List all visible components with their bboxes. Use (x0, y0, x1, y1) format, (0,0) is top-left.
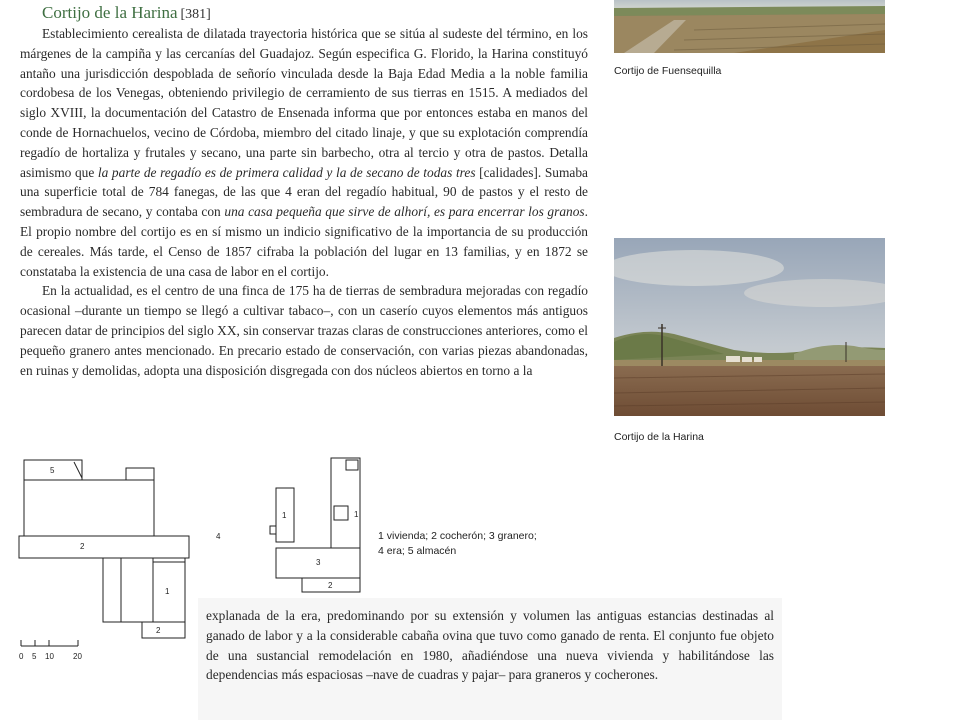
entry-number: [381] (180, 7, 211, 22)
caption-la-harina: Cortijo de la Harina (614, 431, 704, 443)
plan-label-2c: 2 (328, 581, 333, 590)
plan-label-1c: 1 (354, 510, 359, 519)
entry-title (42, 3, 211, 23)
plan-legend (378, 529, 578, 559)
legend-line-2: 4 era; 5 almacén (378, 545, 457, 557)
plan-label-5: 5 (50, 466, 55, 475)
entry-name: Cortijo de la Harina (42, 3, 178, 22)
plan-room-main (24, 480, 154, 536)
p1-text-c: . El propio nombre del cortijo es en sí mismo un indicio significativo de la importancia de su producción de cereales. Más tarde, el Censo de 1857 cifraba la población del lugar en 13 familias, y en 1872 se constataba la existencia de una casa de labor en el cortijo. (20, 204, 588, 279)
paragraph-1 (20, 24, 588, 281)
plan-room-2a (19, 536, 189, 558)
plan-room-small (126, 468, 154, 480)
scale-label-10: 10 (45, 652, 54, 661)
scale-label-5: 5 (32, 652, 37, 661)
plan-room-2b (142, 622, 185, 638)
paragraph-3: explanada de la era, predominando por su extensión y volumen las antiguas estancias destinadas al ganado de labor y a la considerable cabaña ovina que tuvo como ganado de renta. El conjunto fue objeto de una sustancial remodelación en 1980, añadiéndose una nueva vivienda y habilitándose las dependencias más espaciosas –nave de cuadras y pajar– para graneros y cocherones. (206, 608, 774, 683)
p1-text-b: [calidades]. Sumaba una superficie total de 784 fanegas, de las que 4 eran del regadío habitual, 90 de pastos y el resto de sembradura de secano, y contaba con (20, 164, 588, 220)
caption-fuensequilla: Cortijo de Fuensequilla (614, 65, 722, 77)
plan-label-1b: 1 (282, 511, 287, 520)
scale-label-0: 0 (19, 652, 24, 661)
plan-label-2a: 2 (80, 542, 85, 551)
scale-label-20: 20 (73, 652, 82, 661)
plan-room-1c (331, 458, 360, 548)
plan-label-4: 4 (216, 532, 221, 541)
photo-la-harina (614, 238, 885, 416)
body-text (20, 24, 588, 380)
legend-line-1: 1 vivienda; 2 cocherón; 3 granero; (378, 530, 537, 542)
p1-quote-1: la parte de regadío es de primera calidad y la de secano de todas tres (97, 164, 476, 180)
photo-fuensequilla (614, 0, 885, 53)
plan-label-3: 3 (316, 558, 321, 567)
plan-label-1a: 1 (165, 587, 170, 596)
p1-quote-2: una casa pequeña que sirve de alhorí, es para encerrar los granos (224, 204, 585, 220)
paragraph-2: En la actualidad, es el centro de una finca de 175 ha de tierras de sembradura mejoradas con regadío ocasional –durante un tiempo se llegó a cultivar tabaco–, con un caserío cuyos elementos más antiguos parecen datar de principios del siglo XX, sin conservar trazas claras de construcciones anteriores, como el pequeño granero antes mencionado. En precario estado de conservación, con varias piezas abandonadas, en ruinas y demolidas, adopta una disposición disgregada con dos núcleos abiertos en torno a la (20, 283, 588, 378)
p1-text-a: Establecimiento cerealista de dilatada trayectoria histórica que se sitúa al sudeste del término, en los márgenes de la campiña y las cercanías del Guadajoz. Según especifica G. Florido, la Harina constituyó antaño una jurisdicción despoblada de señorío vinculada desde la Baja Edad Media a la noble familia cordobesa de los Venegas, obteniendo privilegio de cerramiento de sus tierras en 1515. A mediados del siglo XVIII, la documentación del Catastro de Ensenada informa que por entonces estaba en manos del conde de Hornachuelos, vecino de Córdoba, miembro del citado linaje, y que su explotación comprendía regadío de hortaliza y frutales y secano, una parte sin barbecho, otra al tercio y otra de pastos. Detalla asimismo que (20, 26, 588, 180)
plan-label-2b: 2 (156, 626, 161, 635)
